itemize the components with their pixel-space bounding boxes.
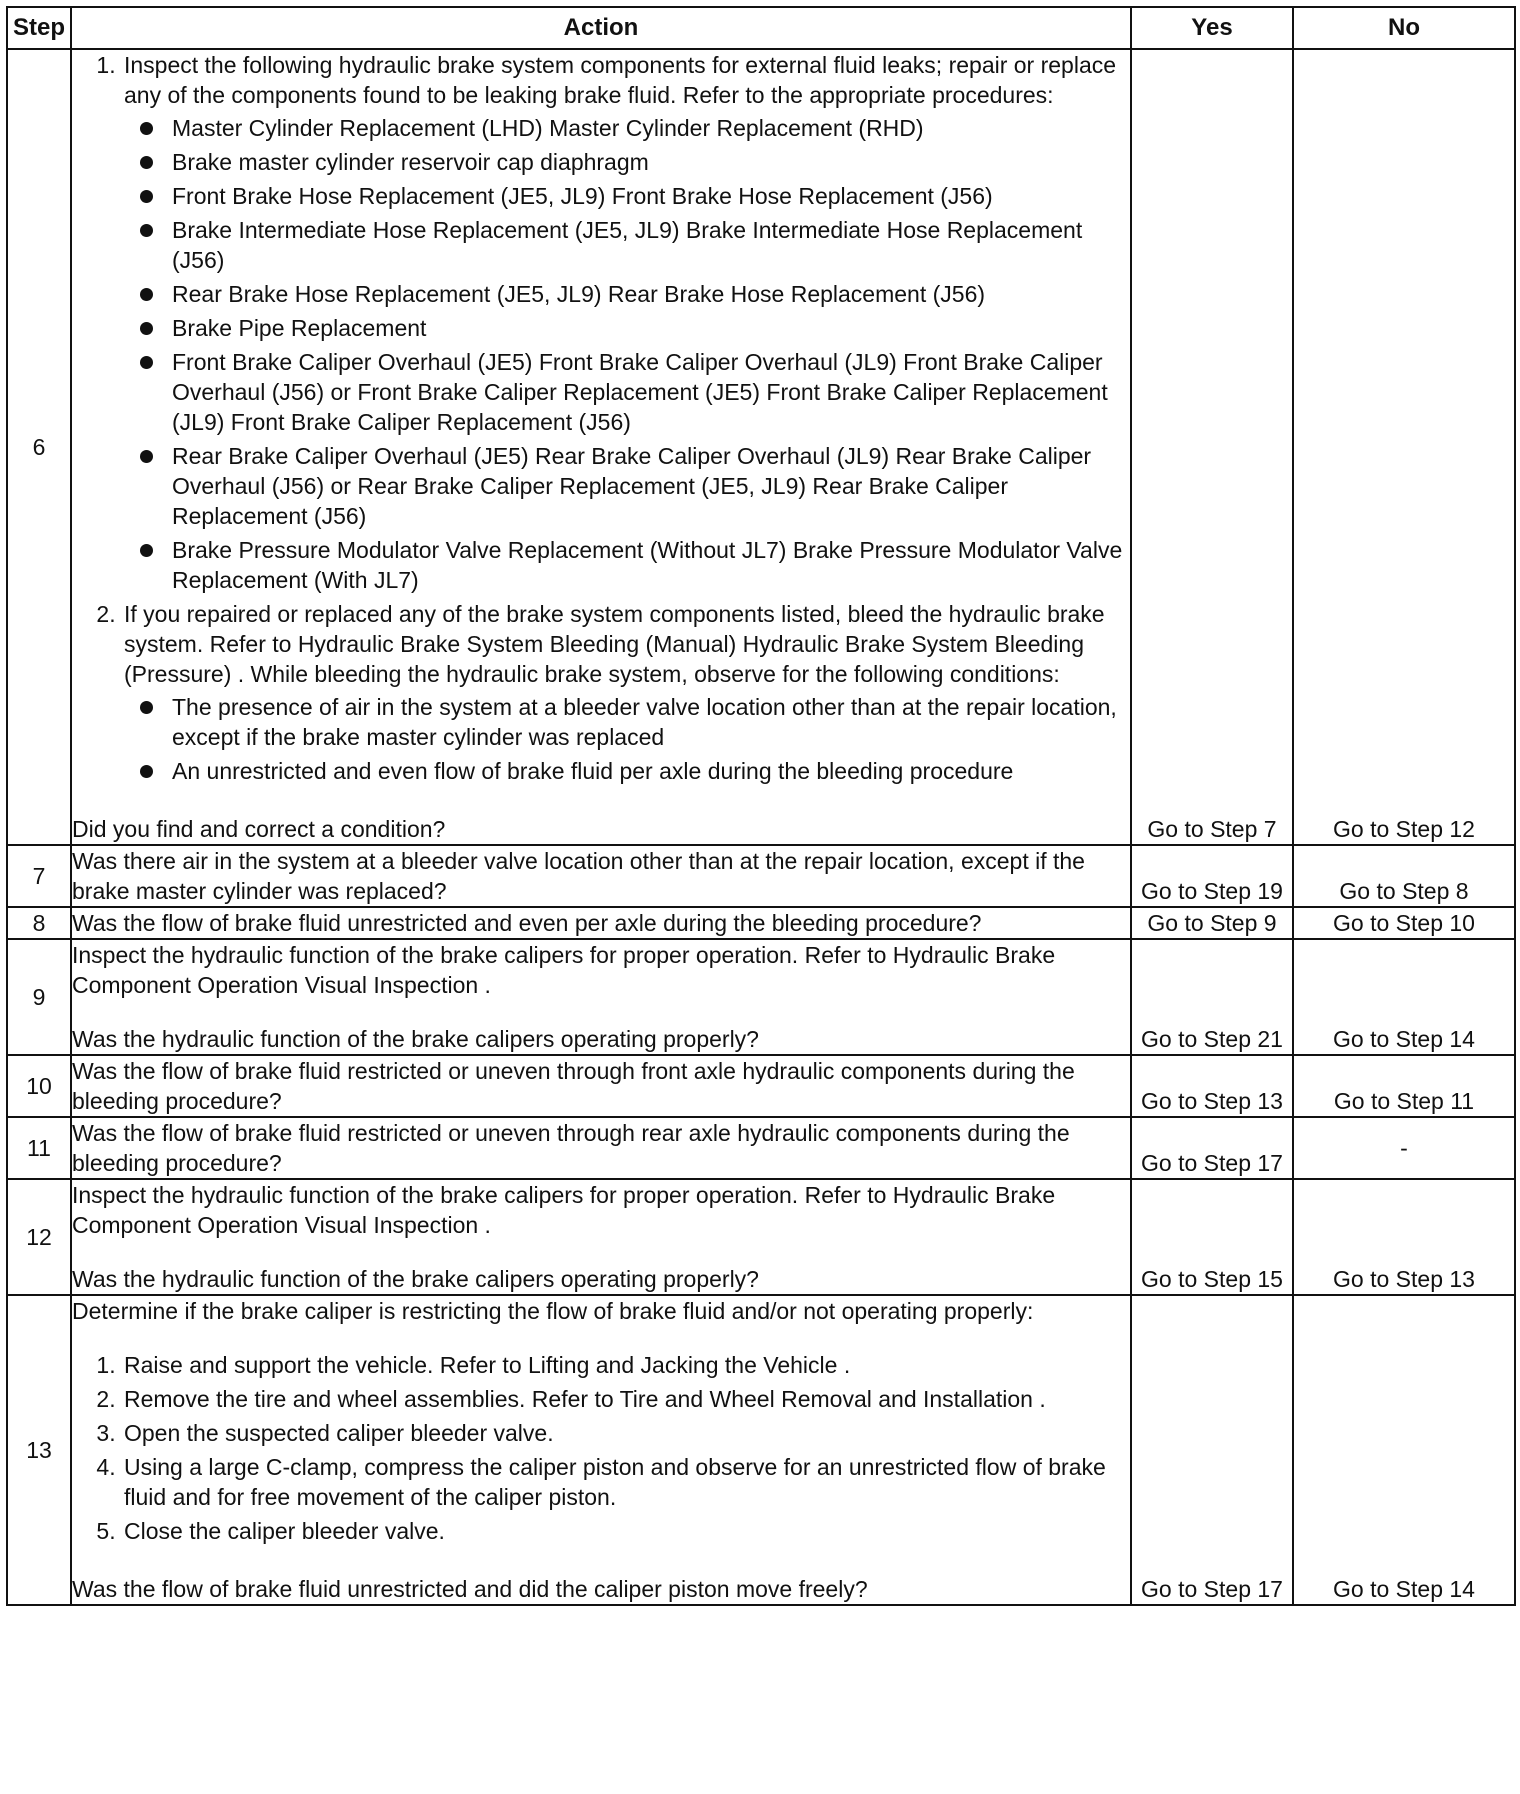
step-number: 6 xyxy=(7,49,71,845)
action-cell xyxy=(71,1117,1131,1179)
table-row-step-13 xyxy=(7,1295,1515,1605)
procedure-text: If you repaired or replaced any of the brake system components listed, bleed the hydraulic brake system. Refer to Hydraulic Brake System Bleeding (Manual) Hydraulic Brake System Bleeding (Pressure) . While bleeding the hydraulic brake system, observe for the following conditions: xyxy=(124,601,1105,687)
procedure-item xyxy=(122,50,1130,595)
yes-result: Go to Step 15 xyxy=(1131,1179,1293,1295)
bullet-item: Front Brake Caliper Overhaul (JE5) Front Brake Caliper Overhaul (JL9) Front Brake Caliper Overhaul (J56) or Front Brake Caliper Replacement (JE5) Front Brake Caliper Replacement (JL9) Front Brake Caliper Replacement (J56) xyxy=(172,347,1130,437)
bullet-item: Brake Pressure Modulator Valve Replacement (Without JL7) Brake Pressure Modulator Valve Replacement (With JL7) xyxy=(172,535,1130,595)
question-text: Was the flow of brake fluid unrestricted and did the caliper piston move freely? xyxy=(72,1576,868,1602)
bullet-item: Brake Pipe Replacement xyxy=(172,313,1130,343)
procedure-item: 2. Remove the tire and wheel assemblies. Refer to Tire and Wheel Removal and Installation . xyxy=(122,1384,1130,1414)
yes-result: Go to Step 17 xyxy=(1131,1117,1293,1179)
step-number: 7 xyxy=(7,845,71,907)
table-row-step-8 xyxy=(7,907,1515,939)
step-number: 13 xyxy=(7,1295,71,1605)
table-row-step-6 xyxy=(7,49,1515,845)
bullet-item: Front Brake Hose Replacement (JE5, JL9) Front Brake Hose Replacement (J56) xyxy=(172,181,1130,211)
header-row xyxy=(7,7,1515,49)
action-cell xyxy=(71,49,1131,845)
action-cell xyxy=(71,939,1131,1055)
question-text: Was the hydraulic function of the brake calipers operating properly? xyxy=(72,1266,759,1292)
step-number: 12 xyxy=(7,1179,71,1295)
yes-result: Go to Step 17 xyxy=(1131,1295,1293,1605)
no-result: Go to Step 14 xyxy=(1293,939,1515,1055)
header-yes: Yes xyxy=(1131,7,1293,49)
header-action: Action xyxy=(71,7,1131,49)
procedure-item: 4. Using a large C-clamp, compress the caliper piston and observe for an unrestricted flow of brake fluid and for free movement of the caliper piston. xyxy=(122,1452,1130,1512)
step-number: 11 xyxy=(7,1117,71,1179)
instruction-text: Inspect the hydraulic function of the brake calipers for proper operation. Refer to Hydraulic Brake Component Operation Visual Inspection . xyxy=(72,942,1056,998)
action-cell xyxy=(71,907,1131,939)
table-row-step-10 xyxy=(7,1055,1515,1117)
no-result: Go to Step 14 xyxy=(1293,1295,1515,1605)
question-text: Was there air in the system at a bleeder valve location other than at the repair location, except if the brake master cylinder was replaced? xyxy=(72,848,1085,904)
question-text: Was the hydraulic function of the brake calipers operating properly? xyxy=(72,1026,759,1052)
instruction-text: Inspect the hydraulic function of the brake calipers for proper operation. Refer to Hydraulic Brake Component Operation Visual Inspection . xyxy=(72,1182,1056,1238)
question-text: Did you find and correct a condition? xyxy=(72,816,446,842)
bullet-item: An unrestricted and even flow of brake fluid per axle during the bleeding procedure xyxy=(172,756,1130,786)
action-cell xyxy=(71,845,1131,907)
header-step: Step xyxy=(7,7,71,49)
procedure-list xyxy=(72,1350,1130,1546)
yes-result: Go to Step 13 xyxy=(1131,1055,1293,1117)
step-number: 8 xyxy=(7,907,71,939)
bullet-list xyxy=(124,113,1130,595)
no-result: Go to Step 13 xyxy=(1293,1179,1515,1295)
yes-result: Go to Step 21 xyxy=(1131,939,1293,1055)
instruction-text: Determine if the brake caliper is restricting the flow of brake fluid and/or not operating properly: xyxy=(72,1298,1034,1324)
header-no: No xyxy=(1293,7,1515,49)
procedure-list xyxy=(72,50,1130,786)
step-number: 10 xyxy=(7,1055,71,1117)
no-result: Go to Step 10 xyxy=(1293,907,1515,939)
procedure-item: 1. Raise and support the vehicle. Refer to Lifting and Jacking the Vehicle . xyxy=(122,1350,1130,1380)
procedure-item xyxy=(122,599,1130,786)
bullet-list xyxy=(124,692,1130,786)
no-result: Go to Step 11 xyxy=(1293,1055,1515,1117)
no-result: - xyxy=(1293,1117,1515,1179)
action-cell xyxy=(71,1295,1131,1605)
bullet-item: The presence of air in the system at a bleeder valve location other than at the repair location, except if the brake master cylinder was replaced xyxy=(172,692,1130,752)
question-text: Was the flow of brake fluid unrestricted and even per axle during the bleeding procedure? xyxy=(72,910,982,936)
table-row-step-7 xyxy=(7,845,1515,907)
bullet-item: Rear Brake Hose Replacement (JE5, JL9) Rear Brake Hose Replacement (J56) xyxy=(172,279,1130,309)
procedure-item: 5. Close the caliper bleeder valve. xyxy=(122,1516,1130,1546)
table-row-step-12 xyxy=(7,1179,1515,1295)
question-text: Was the flow of brake fluid restricted or uneven through rear axle hydraulic components during the bleeding procedure? xyxy=(72,1120,1070,1176)
bullet-item: Brake master cylinder reservoir cap diaphragm xyxy=(172,147,1130,177)
diagnostic-table xyxy=(6,6,1516,1606)
yes-result: Go to Step 19 xyxy=(1131,845,1293,907)
action-cell xyxy=(71,1179,1131,1295)
bullet-item: Brake Intermediate Hose Replacement (JE5, JL9) Brake Intermediate Hose Replacement (J56) xyxy=(172,215,1130,275)
yes-result: Go to Step 9 xyxy=(1131,907,1293,939)
table-row-step-11 xyxy=(7,1117,1515,1179)
procedure-item: 3. Open the suspected caliper bleeder valve. xyxy=(122,1418,1130,1448)
procedure-text: Inspect the following hydraulic brake system components for external fluid leaks; repair or replace any of the components found to be leaking brake fluid. Refer to the appropriate procedures: xyxy=(124,52,1117,108)
no-result: Go to Step 12 xyxy=(1293,49,1515,845)
bullet-item: Rear Brake Caliper Overhaul (JE5) Rear Brake Caliper Overhaul (JL9) Rear Brake Caliper Overhaul (J56) or Rear Brake Caliper Replacement (JE5, JL9) Rear Brake Caliper Replacement (J56) xyxy=(172,441,1130,531)
bullet-item: Master Cylinder Replacement (LHD) Master Cylinder Replacement (RHD) xyxy=(172,113,1130,143)
action-cell xyxy=(71,1055,1131,1117)
question-text: Was the flow of brake fluid restricted or uneven through front axle hydraulic components during the bleeding procedure? xyxy=(72,1058,1075,1114)
yes-result: Go to Step 7 xyxy=(1131,49,1293,845)
table-row-step-9 xyxy=(7,939,1515,1055)
step-number: 9 xyxy=(7,939,71,1055)
no-result: Go to Step 8 xyxy=(1293,845,1515,907)
